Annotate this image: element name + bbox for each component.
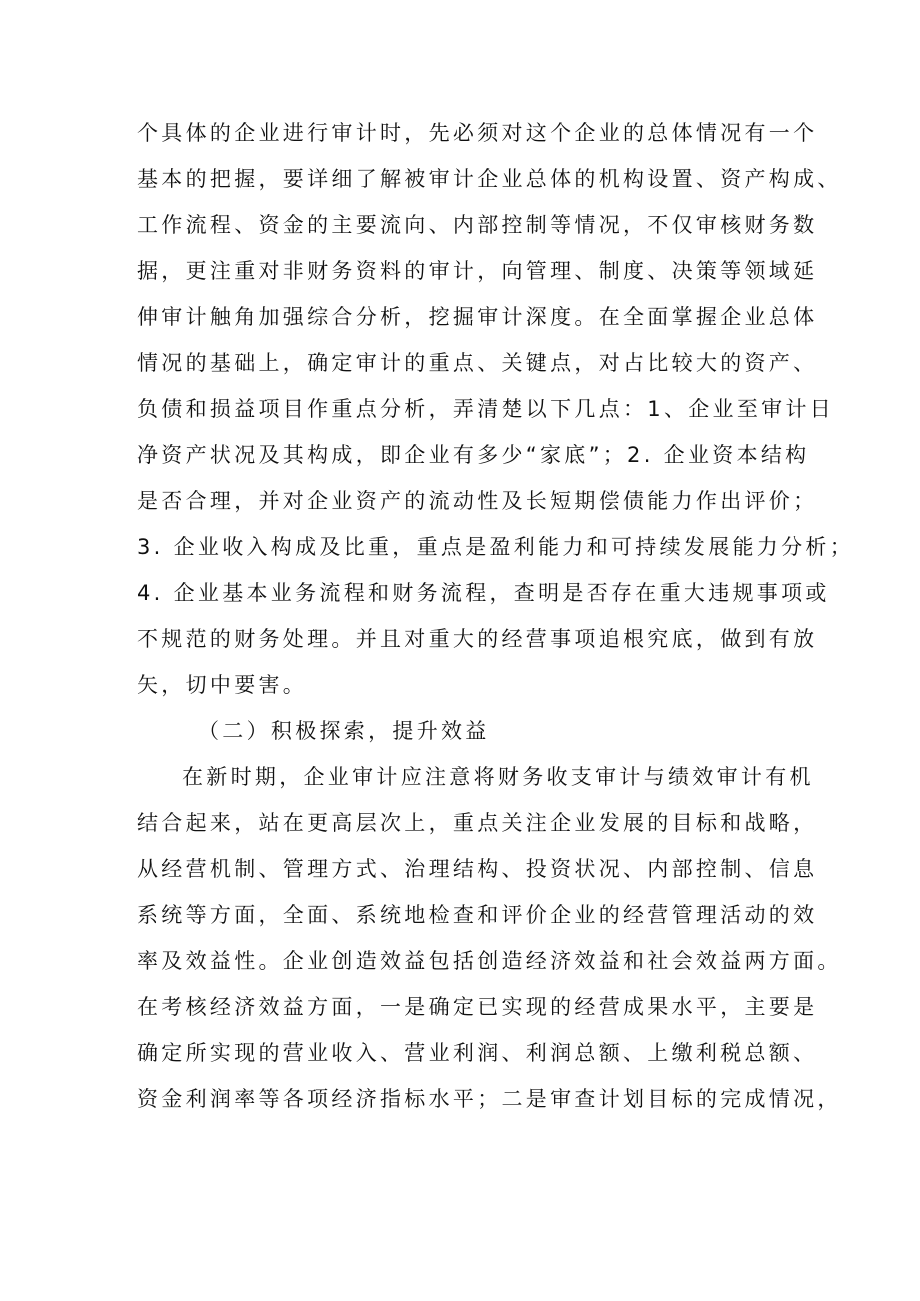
paragraph-line: 在考核经济效益方面，一是确定已实现的经营成果水平，主要是 (137, 995, 818, 1019)
paragraph-line: 负债和损益项目作重点分析，弄清楚以下几点：1、企业至审计日 (137, 397, 835, 421)
paragraph-line: 率及效益性。企业创造效益包括创造经济效益和社会效益两方面。 (137, 949, 842, 973)
paragraph-line: 基本的把握，要详细了解被审计企业总体的机构设置、资产构成、 (137, 167, 842, 191)
paragraph-line: 工作流程、资金的主要流向、内部控制等情况，不仅审核财务数 (137, 213, 818, 237)
paragraph-line: 情况的基础上，确定审计的重点、关键点，对占比较大的资产、 (137, 351, 818, 375)
section-heading: （二）积极探索，提升效益 (198, 719, 490, 743)
paragraph-line: 3. 企业收入构成及比重，重点是盈利能力和可持续发展能力分析； (137, 535, 855, 559)
paragraph-line: 据，更注重对非财务资料的审计，向管理、制度、决策等领域延 (137, 259, 818, 283)
paragraph-line: 矢，切中要害。 (137, 673, 308, 697)
paragraph-line: 是否合理，并对企业资产的流动性及长短期偿债能力作出评价； (137, 489, 818, 513)
paragraph-line: 从经营机制、管理方式、治理结构、投资状况、内部控制、信息 (137, 857, 818, 881)
paragraph-line: 4. 企业基本业务流程和财务流程，查明是否存在重大违规事项或 (137, 581, 830, 605)
paragraph-line: 个具体的企业进行审计时，先必须对这个企业的总体情况有一个 (137, 121, 818, 145)
paragraph-line: 资金利润率等各项经济指标水平；二是审查计划目标的完成情况， (137, 1087, 842, 1111)
paragraph-line: 不规范的财务处理。并且对重大的经营事项追根究底，做到有放 (137, 627, 818, 651)
paragraph-line: 在新时期，企业审计应注意将财务收支审计与绩效审计有机 (182, 765, 814, 789)
paragraph-line: 系统等方面，全面、系统地检查和评价企业的经营管理活动的效 (137, 903, 818, 927)
paragraph-line: 结合起来，站在更高层次上，重点关注企业发展的目标和战略， (137, 811, 818, 835)
paragraph-line: 伸审计触角加强综合分析，挖掘审计深度。在全面掌握企业总体 (137, 305, 818, 329)
paragraph-line: 净资产状况及其构成，即企业有多少“家底”；2. 企业资本结构 (137, 443, 810, 467)
paragraph-line: 确定所实现的营业收入、营业利润、利润总额、上缴利税总额、 (137, 1041, 818, 1065)
